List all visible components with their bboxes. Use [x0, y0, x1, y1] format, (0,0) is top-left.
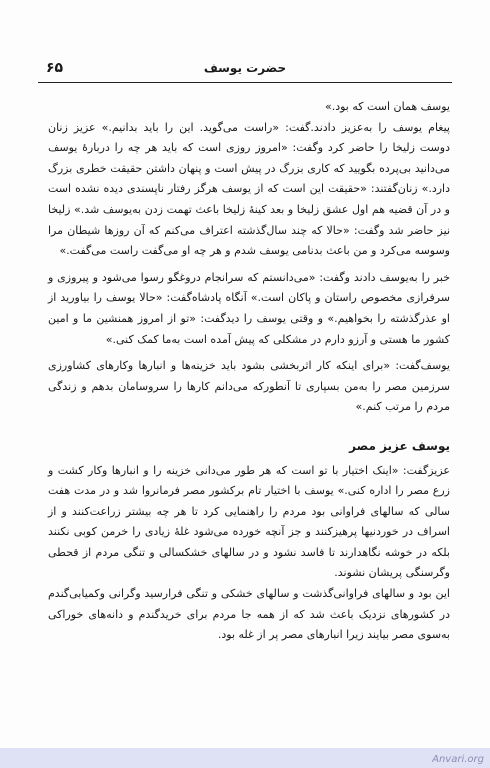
paragraph: پیغام یوسف را به‌عزیز دادند.گفت: «راست می‌گوید. این را باید بدانیم.» عزیز زنان دوست زلیخا را حاضر کرد وگفت: «امروز روزی است که باید هر چه را دربارهٔ یوسف می‌دانید بی‌پرده بگویید که کاری بزرگ در پیش است و پنهان داشتن حقیقت خطری بزرگ دارد.» زنان‌گفتند: «حقیقت این است که از یوسف هرگز رفتار ناپسندی دیده نشده است و در آن قضیه هم اول عشق زلیخا و بعد کینهٔ زلیخا باعث تهمت زدن به‌یوسف شد.» زلیخا نیز حاضر شد وگفت: «حالا که چند سال‌گذشته اعتراف می‌کنم که آن روزها شیطان مرا وسوسه می‌کرد و من باعث بدنامی یوسف شدم و هر چه او می‌گفت راست می‌گفت.» — [48, 120, 450, 258]
watermark: Anvari.org — [432, 754, 484, 765]
paragraph: یوسف همان است که بود.» — [324, 100, 450, 113]
page-body — [48, 97, 450, 646]
running-title: حضرت یوسف — [203, 61, 287, 75]
footer-bar — [0, 748, 490, 768]
page-header — [38, 60, 452, 80]
paragraph: یوسف‌گفت: «برای اینکه کار اثربخشی بشود باید خزینه‌ها و انبارها وکارهای کشاورزی سرزمین مصر را به‌من بسپاری تا آنطورکه می‌دانم کارها را سروسامان بدهم و زندگی مردم را مرتب کنم.» — [48, 359, 450, 414]
paragraph: این بود و سالهای فراوانی‌گذشت و سالهای خشکی و تنگی فرارسید وگرانی وکمیابی‌گندم در کشورهای نزدیک باعث شد که از همه جا مردم برای خریدگندم و دانه‌های خوراکی به‌سوی مصر بیایند زیرا انبارهای مصر پر از غله بود. — [48, 587, 450, 642]
section-heading: یوسف عزیز مصر — [349, 438, 450, 453]
page-number: ۶۵ — [46, 60, 64, 76]
paragraph: خبر را به‌یوسف دادند وگفت: «می‌دانستم که سرانجام دروغگو رسوا می‌شود و پیروزی و سرفرازی مخصوص راستان و پاکان است.» آنگاه پادشاه‌گفت: «حالا یوسف را بیاورید از او عذرگذشته را بخواهیم.» و وقتی یوسف را دیدگفت: «تو از امروز همنشین ما و امین کشور ما هستی و آرزو دارم در مشکلی که پیش آمده است به‌ما کمک کنی.» — [48, 270, 450, 346]
header-rule — [38, 82, 452, 83]
paragraph: عزیزگفت: «اینک اختیار با تو است که هر طور می‌دانی خزینه را و انبارها وکار کشت و زرع مصر را اداره کنی.» یوسف با اختیار تام برکشور مصر فرمانروا شد و در مدت هفت سالی که سالهای فراوانی بود مردم را راهنمایی کرد تا هر چه بیشتر زراعت‌کنند و از اسراف در خوردنیها پرهیزکنند و جز آنچه خورده می‌شود غلهٔ زیادی را خرمن کوبی نکنند بلکه در خوشه نگاهدارند تا فاسد نشود و در سالهای خشکسالی و تنگی مردم از قحطی وگرسنگی پریشان نشوند. — [48, 463, 450, 580]
